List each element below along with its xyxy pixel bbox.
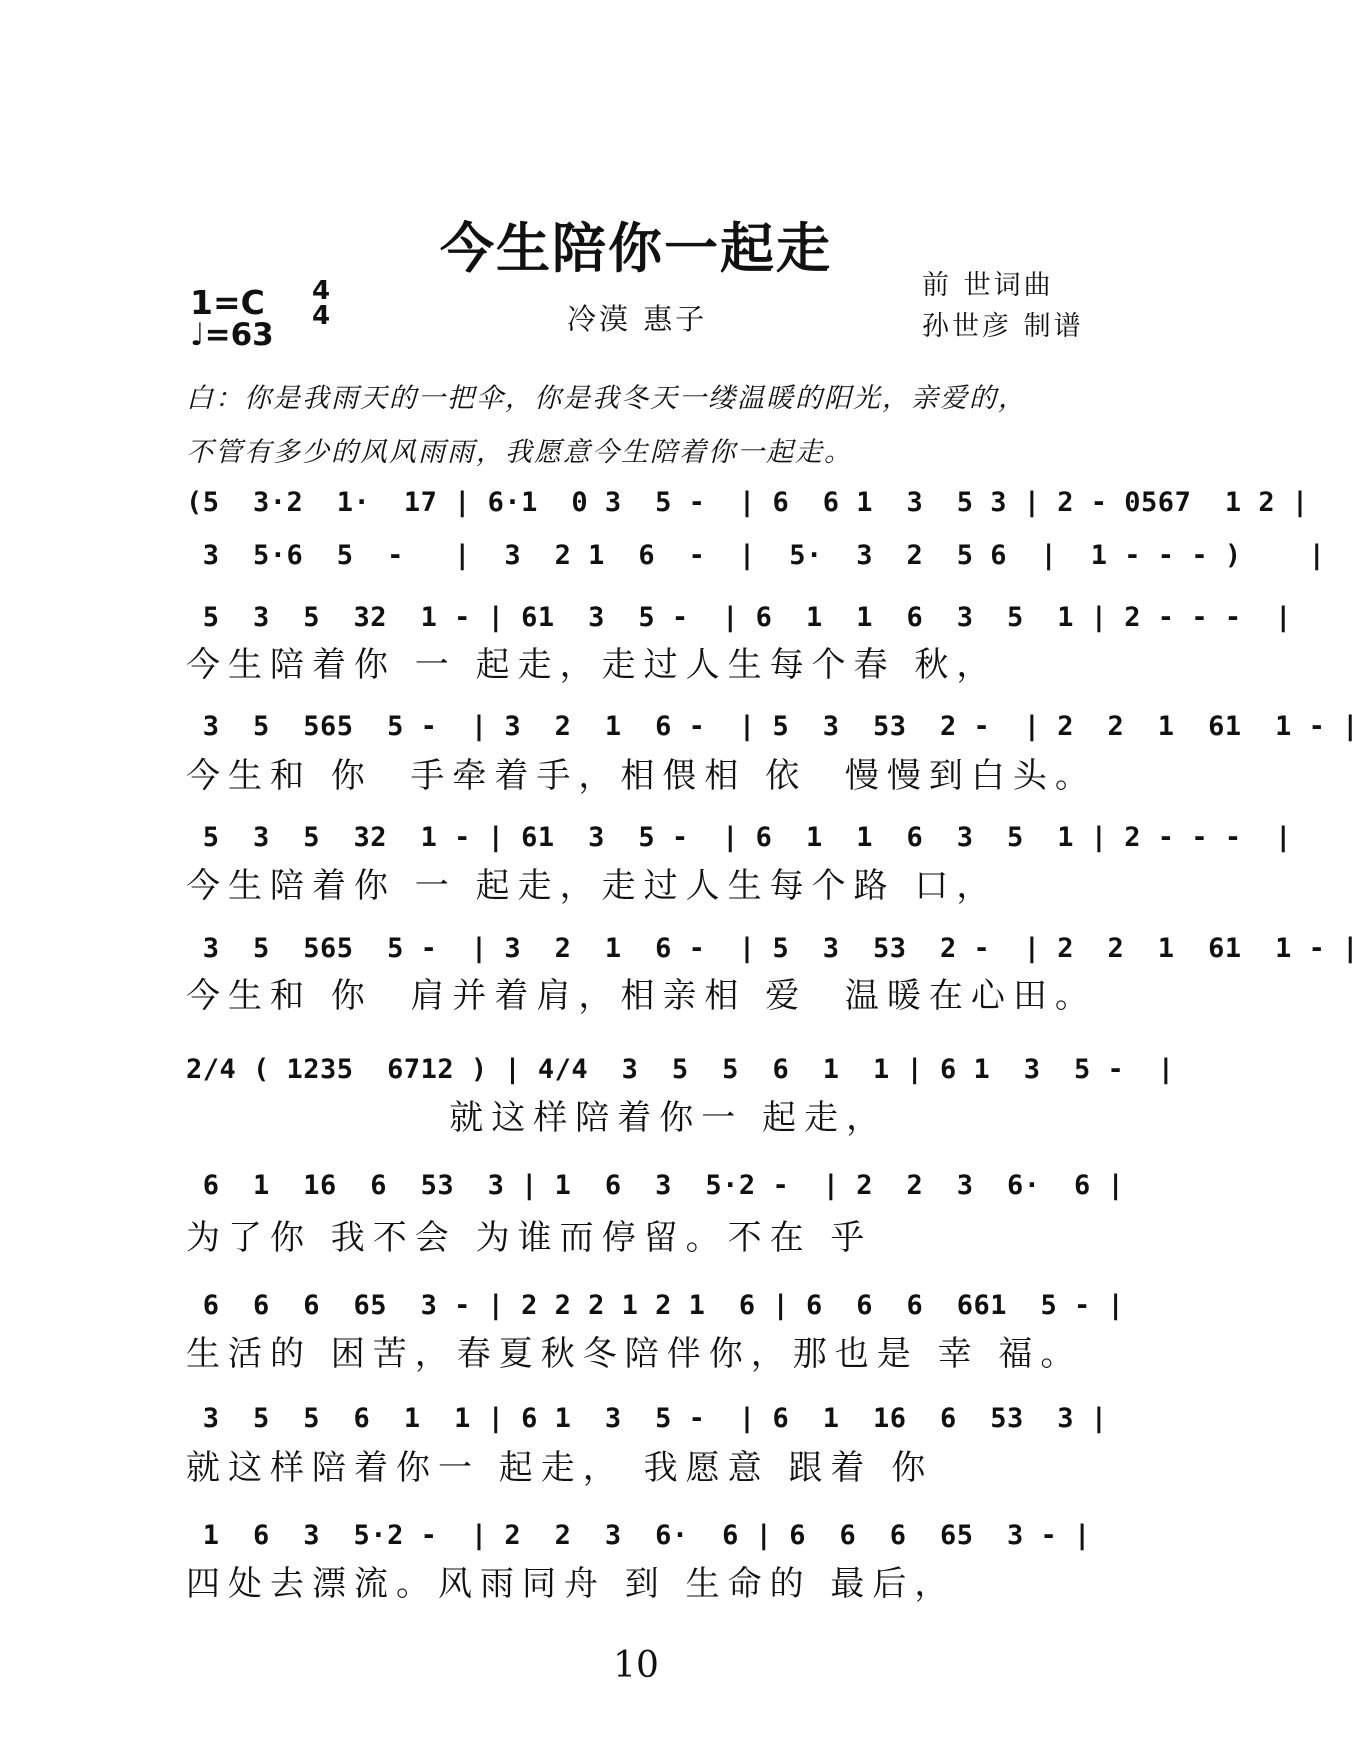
score-line-11-notes: 1 6 3 5·2 - | 2 2 3 6· 6 | 6 6 6 65 3 - | <box>186 1520 1091 1551</box>
score-line-10-notes: 3 5 5 6 1 1 | 6 1 3 5 - | 6 1 16 6 53 3 | <box>186 1403 1108 1434</box>
time-signature-top: 4 <box>312 276 331 306</box>
score-line-9-lyrics: 生活的 困苦，春夏秋冬陪伴你，那也是 幸 福。 <box>186 1334 1083 1374</box>
score-line-8-notes: 6 1 16 6 53 3 | 1 6 3 5·2 - | 2 2 3 6· 6 | <box>186 1170 1125 1201</box>
time-signature-bottom: 4 <box>312 301 331 331</box>
song-title: 今生陪你一起走 <box>440 216 832 280</box>
score-line-5-lyrics: 今生陪着你 一 起走，走过人生每个路 口， <box>186 866 999 906</box>
score-line-9-notes: 6 6 6 65 3 - | 2 2 2 1 2 1 6 | 6 6 6 661 5 - | <box>186 1290 1125 1321</box>
singers: 冷漠 惠子 <box>567 302 708 336</box>
score-line-1-notes: (5 3·2 1· 17 | 6·1 0 3 5 - | 6 6 1 3 5 3 | 2 - 0567 1 2 | <box>186 487 1309 518</box>
credit-arranger: 孙世彦 制谱 <box>922 311 1084 342</box>
credit-lyrics-music: 前 世词曲 <box>922 270 1054 301</box>
page-number: 10 <box>613 1645 659 1686</box>
score-line-7-notes: 2/4 ( 1235 6712 ) | 4/4 3 5 5 6 1 1 | 6 1 3 5 - | <box>186 1054 1175 1085</box>
tempo-marking: ♩=63 <box>190 317 274 353</box>
score-line-6-lyrics: 今生和 你 肩并着肩，相亲相 爱 温暖在心田。 <box>186 976 1097 1016</box>
score-line-4-notes: 3 5 565 5 - | 3 2 1 6 - | 5 3 53 2 - | 2 2 1 61 1 - | <box>186 711 1359 742</box>
score-line-11-lyrics: 四处去漂流。风雨同舟 到 生命的 最后， <box>186 1564 957 1604</box>
score-line-7-lyrics: 就这样陪着你一 起走， <box>186 1098 889 1138</box>
score-line-4-lyrics: 今生和 你 手牵着手，相偎相 依 慢慢到白头。 <box>186 756 1097 796</box>
time-signature <box>312 276 331 331</box>
score-line-3-lyrics: 今生陪着你 一 起走，走过人生每个春 秋， <box>186 645 999 685</box>
score-line-3-notes: 5 3 5 32 1 - | 61 3 5 - | 6 1 1 6 3 5 1 | 2 - - - | <box>186 602 1292 633</box>
spoken-intro-line-1: 白：你是我雨天的一把伞，你是我冬天一缕温暖的阳光，亲爱的， <box>186 383 1027 414</box>
score-line-8-lyrics: 为了你 我不会 为谁而停留。不在 乎 <box>186 1218 873 1258</box>
score-line-5-notes: 5 3 5 32 1 - | 61 3 5 - | 6 1 1 6 3 5 1 | 2 - - - | <box>186 822 1292 853</box>
spoken-intro-line-2: 不管有多少的风风雨雨，我愿意今生陪着你一起走。 <box>186 437 853 468</box>
key-signature: 1=C <box>190 283 265 322</box>
score-line-2-notes: 3 5·6 5 - | 3 2 1 6 - | 5· 3 2 5 6 | 1 - - - ) | <box>186 540 1326 571</box>
score-line-6-notes: 3 5 565 5 - | 3 2 1 6 - | 5 3 53 2 - | 2 2 1 61 1 - | <box>186 933 1359 964</box>
score-line-10-lyrics: 就这样陪着你一 起走， 我愿意 跟着 你 <box>186 1448 934 1488</box>
